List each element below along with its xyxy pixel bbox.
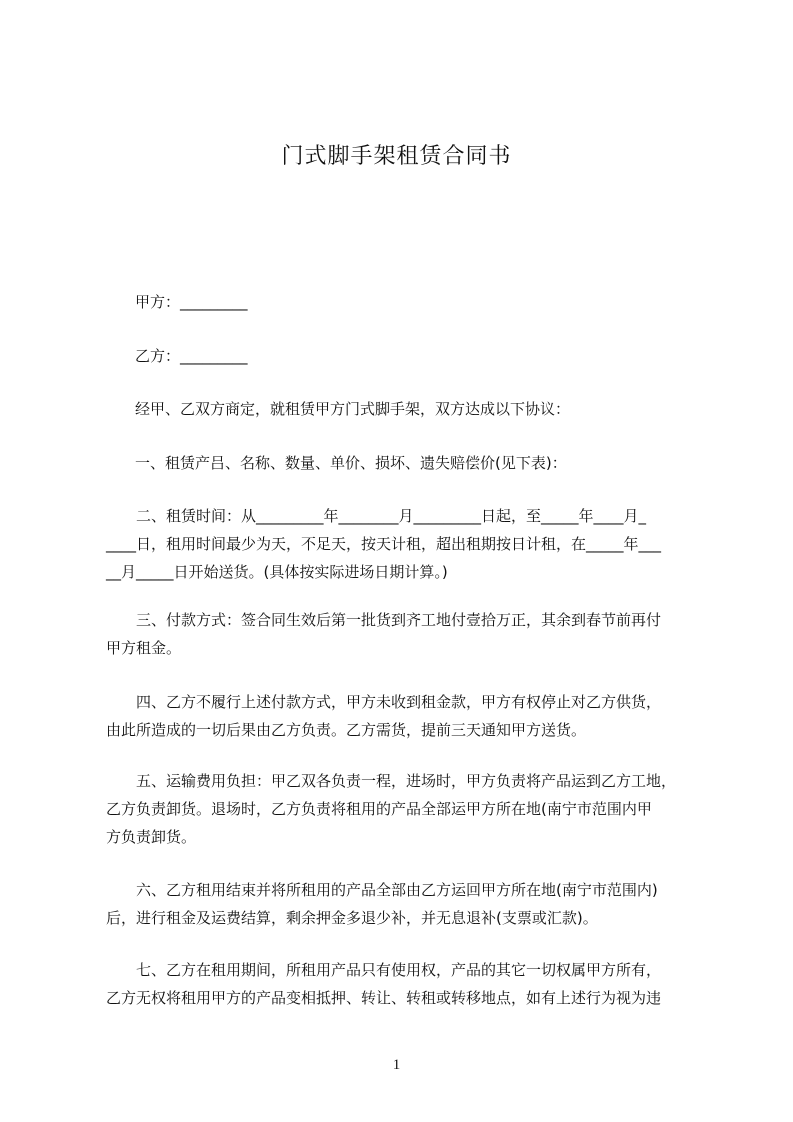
clause-3: [106, 606, 706, 662]
clause-3-line-2: 甲方租金。: [106, 639, 182, 657]
clause-7-line-2: 乙方无权将租用甲方的产品变相抵押、转让、转租或转移地点，如有上述行为视为违: [106, 989, 662, 1007]
clause-4-line-2: 由此所造成的一切后果由乙方负责。乙方需货，提前三天通知甲方送货。: [106, 721, 587, 739]
document-title: 门式脚手架租赁合同书: [281, 144, 512, 169]
clause-2-line-1: 二、租赁时间：从_________年________月_________日起，至_____年____月_: [136, 507, 647, 525]
intro-paragraph: 经甲、乙双方商定，就租赁甲方门式脚手架，双方达成以下协议：: [135, 400, 571, 418]
clause-7: [106, 956, 706, 1012]
clause-2-line-2: ____日，租用时间最少为天，不足天，按天计租，超出租期按日计租，在_____年___: [106, 535, 662, 553]
clause-3-line-1: 三、付款方式：签合同生效后第一批货到齐工地付壹拾万正，其余到春节前再付: [136, 611, 662, 629]
page-number: 1: [392, 1057, 401, 1073]
clause-5-line-1: 五、运输费用负担：甲乙双各负责一程，进场时，甲方负责将产品运到乙方工地，: [136, 772, 677, 790]
clause-4-line-1: 四、乙方不履行上述付款方式，甲方未收到租金款，甲方有权停止对乙方供货，: [136, 693, 662, 711]
clause-2: [106, 502, 706, 586]
clause-6-line-1: 六、乙方租用结束并将所租用的产品全部由乙方运回甲方所在地(南宁市范围内): [136, 881, 658, 899]
clause-7-line-1: 七、乙方在租用期间，所租用产品只有使用权，产品的其它一切权属甲方所有，: [136, 961, 662, 979]
clause-2-line-3: __月_____日开始送货。(具体按实际进场日期计算。): [106, 563, 448, 581]
clause-6-line-2: 后，进行租金及运费结算，剩余押金多退少补，并无息退补(支票或汇款)。: [106, 909, 598, 927]
clause-5-line-2: 乙方负责卸货。退场时，乙方负责将租用的产品全部运甲方所在地(南宁市范围内甲: [106, 800, 652, 818]
party-b-line: 乙方：_________: [135, 347, 248, 365]
clause-4: [106, 688, 706, 744]
clause-6: [106, 876, 706, 932]
clause-5: [106, 767, 706, 851]
party-a-line: 甲方：_________: [135, 293, 248, 311]
clause-1: 一、租赁产吕、名称、数量、单价、损坏、遗失赔偿价(见下表)：: [135, 454, 567, 472]
clause-5-line-3: 方负责卸货。: [106, 828, 197, 846]
